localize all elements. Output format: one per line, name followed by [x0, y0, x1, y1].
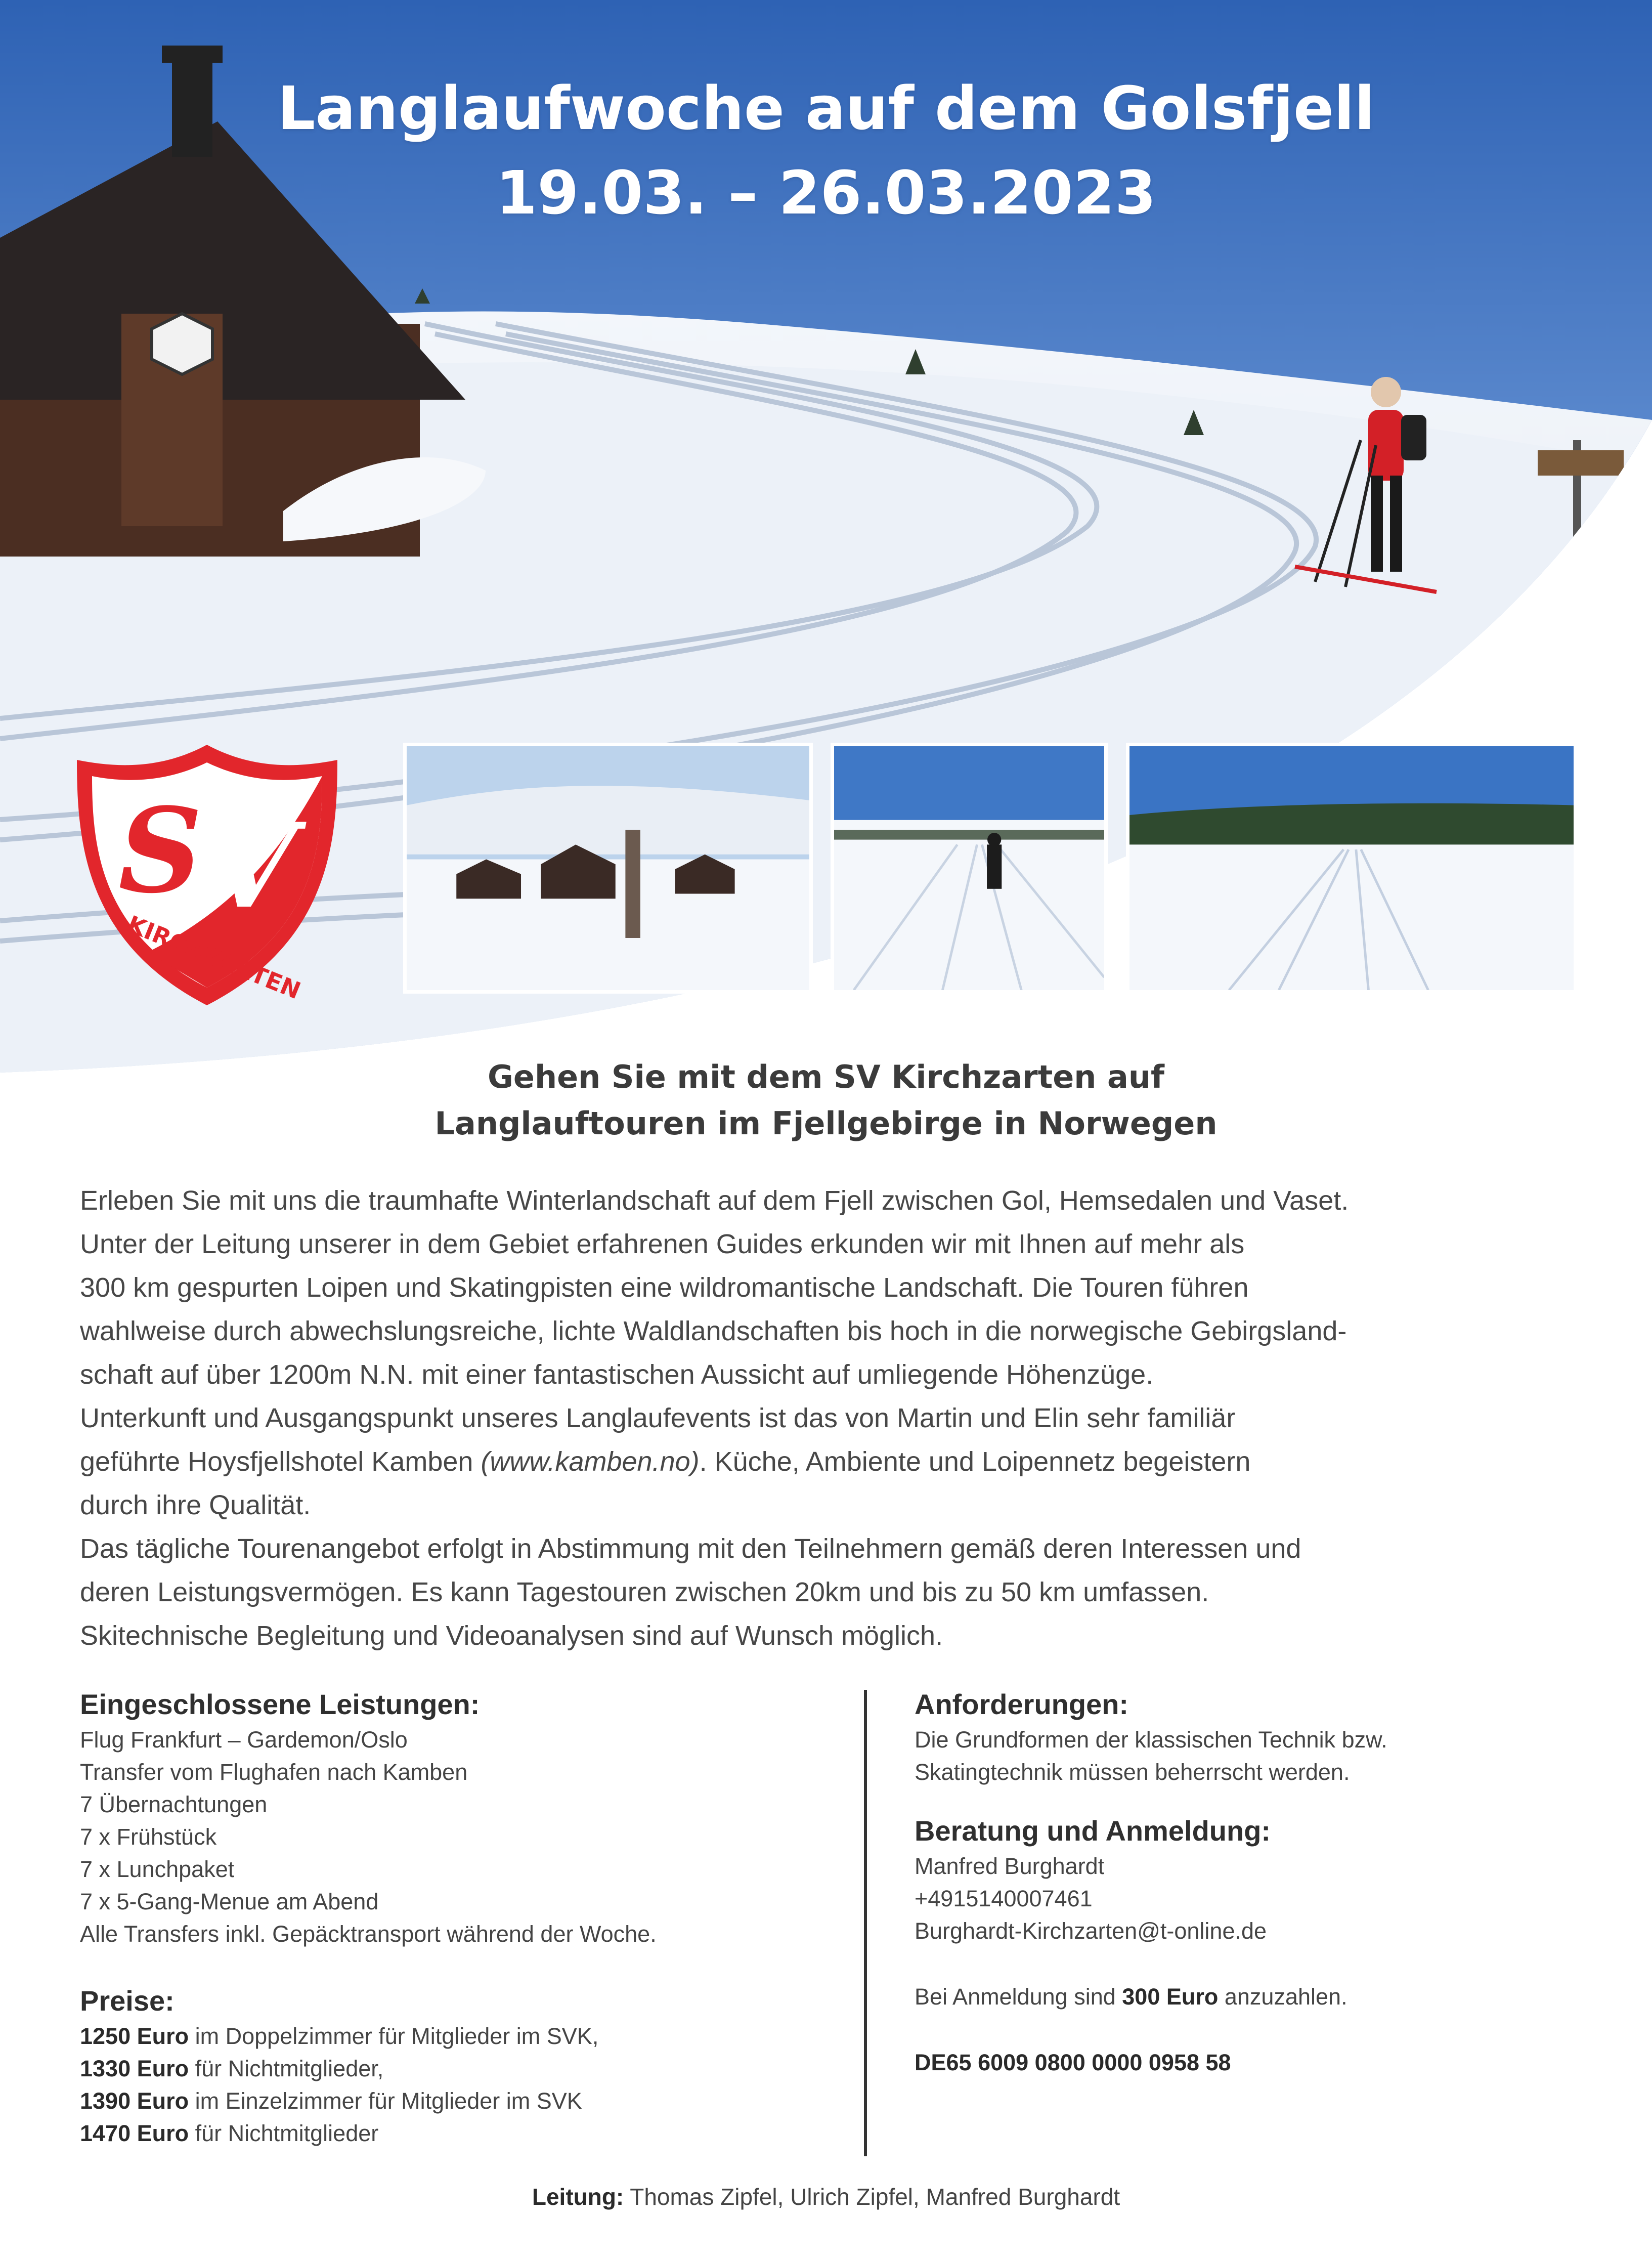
iban [915, 2046, 1572, 2079]
footer-label: Leitung: [532, 2184, 624, 2210]
intro-line: Unter der Leitung unserer in dem Gebiet erfahrenen Guides erkunden wir mit Ihnen auf mehr als [80, 1229, 1245, 1259]
intro-line [80, 1440, 1587, 1483]
contact-name: Manfred Burghardt [915, 1853, 1105, 1879]
column-divider [864, 1690, 867, 2156]
contact-phone[interactable]: +4915140007461 [915, 1886, 1093, 1911]
service-item: 7 x Frühstück [80, 1824, 217, 1850]
price-item [80, 2020, 829, 2053]
footer-names: Thomas Zipfel, Ulrich Zipfel, Manfred Burghardt [624, 2184, 1120, 2210]
skier-trail-image [834, 746, 1104, 990]
photo-groomed-trail [1126, 743, 1577, 994]
service-item: Flug Frankfurt – Gardemon/Oslo [80, 1727, 408, 1753]
contact-title: Beratung und Anmeldung: [915, 1815, 1271, 1847]
left-column [80, 1687, 829, 2150]
intro-text: geführte Hoysfjellshotel Kamben [80, 1446, 481, 1477]
intro-line: Das tägliche Tourenangebot erfolgt in Abstimmung mit den Teilnehmern gemäß deren Interessen und [80, 1533, 1301, 1564]
svg-text:S: S [118, 783, 203, 919]
intro-line: deren Leistungsvermögen. Es kann Tagestouren zwischen 20km und bis zu 50 km umfassen. [80, 1577, 1209, 1607]
price-desc: im Doppelzimmer für Mitglieder im SVK, [189, 2023, 599, 2049]
deposit-note [915, 1981, 1572, 2013]
price-desc: im Einzelzimmer für Mitglieder im SVK [189, 2088, 582, 2114]
intro-line: Skitechnische Begleitung und Videoanalysen sind auf Wunsch möglich. [80, 1621, 943, 1651]
date-range-heading: 19.03. – 26.03.2023 [496, 158, 1156, 228]
svg-text:KIRCHZARTEN: KIRCHZARTEN [123, 910, 305, 1005]
footer-leaders [0, 2183, 1652, 2210]
price-item [80, 2117, 829, 2150]
club-crest-icon [72, 740, 342, 1010]
intro-line: Unterkunft und Ausgangspunkt unseres Langlaufevents ist das von Martin und Elin sehr familiär [80, 1403, 1236, 1433]
intro-text: . Küche, Ambiente und Loipennetz begeistern [699, 1446, 1251, 1477]
service-item: 7 Übernachtungen [80, 1792, 268, 1817]
price-amount: 1330 Euro [80, 2056, 189, 2081]
intro-paragraph [80, 1179, 1587, 1657]
title-heading: Langlaufwoche auf dem Golsfjell [277, 73, 1375, 143]
requirements-title: Anforderungen: [915, 1688, 1129, 1720]
deposit-amount: 300 Euro [1122, 1984, 1219, 2010]
service-item: 7 x Lunchpaket [80, 1856, 235, 1882]
service-item: Alle Transfers inkl. Gepäcktransport während der Woche. [80, 1921, 657, 1947]
contact-email[interactable]: Burghardt-Kirchzarten@t-online.de [915, 1918, 1267, 1944]
hotel-website-link[interactable]: (www.kamben.no) [481, 1446, 700, 1477]
service-item: 7 x 5-Gang-Menue am Abend [80, 1889, 379, 1914]
photo-cabins-in-snow [403, 743, 813, 994]
iban-number: DE65 6009 0800 0000 0958 58 [915, 2050, 1231, 2075]
prices-title: Preise: [80, 1985, 175, 2017]
intro-headline-line2: Langlauftouren im Fjellgebirge in Norwegen [434, 1105, 1218, 1142]
intro-line: 300 km gespurten Loipen und Skatingpisten eine wildromantische Landschaft. Die Touren führen [80, 1272, 1249, 1303]
price-desc: für Nichtmitglieder, [189, 2056, 384, 2081]
deposit-text: anzuzahlen. [1218, 1984, 1347, 2010]
intro-headline-line1: Gehen Sie mit dem SV Kirchzarten auf [488, 1058, 1164, 1095]
price-amount: 1250 Euro [80, 2023, 189, 2049]
deposit-text: Bei Anmeldung sind [915, 1984, 1122, 2010]
intro-line: durch ihre Qualität. [80, 1490, 311, 1520]
price-item [80, 2053, 829, 2085]
svg-text:V: V [206, 798, 297, 934]
service-item: Transfer vom Flughafen nach Kamben [80, 1759, 468, 1785]
price-desc: für Nichtmitglieder [189, 2120, 379, 2146]
price-item [80, 2085, 829, 2117]
intro-line: wahlweise durch abwechslungsreiche, lichte Waldlandschaften bis hoch in die norwegische Gebirgsland- [80, 1316, 1347, 1346]
requirements-line: Die Grundformen der klassischen Technik bzw. [915, 1727, 1387, 1753]
groomed-trail-image [1129, 746, 1574, 990]
services-title: Eingeschlossene Leistungen: [80, 1688, 480, 1720]
intro-line: schaft auf über 1200m N.N. mit einer fantastischen Aussicht auf umliegende Höhenzüge. [80, 1359, 1154, 1390]
photo-skier-on-trail [831, 743, 1108, 994]
right-column [915, 1687, 1572, 2079]
price-amount: 1390 Euro [80, 2088, 189, 2114]
price-amount: 1470 Euro [80, 2120, 189, 2146]
sv-kirchzarten-logo [72, 740, 342, 1010]
requirements-line: Skatingtechnik müssen beherrscht werden. [915, 1759, 1350, 1785]
cabins-image [407, 746, 809, 990]
intro-line: Erleben Sie mit uns die traumhafte Winterlandschaft auf dem Fjell zwischen Gol, Hemsedalen und Vaset. [80, 1185, 1349, 1216]
